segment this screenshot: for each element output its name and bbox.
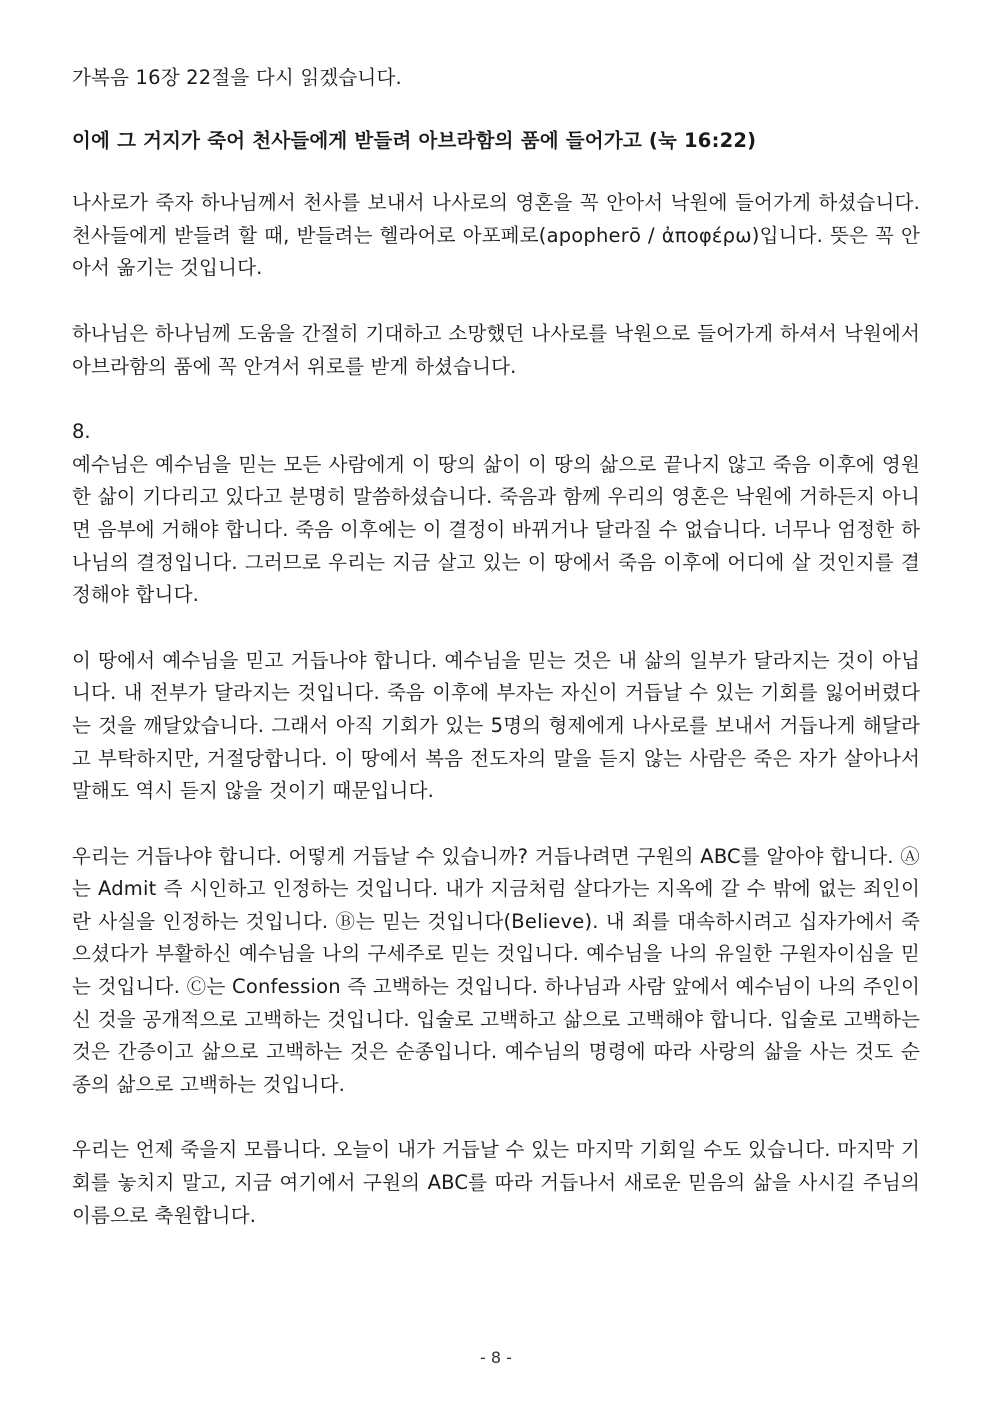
paragraph-lazarus-angels: 나사로가 죽자 하나님께서 천사를 보내서 나사로의 영혼을 꼭 안아서 낙원에 들어가게 하셨습니다. 천사들에게 받들려 할 때, 받들려는 헬라어로 아포페로(apopherō / ἀποφέρω)입니다. 뜻은 꼭 안아서 옮기는 것입니다. [72,191,920,280]
paragraph-eternal-life: 예수님은 예수님을 믿는 모든 사람에게 이 땅의 삶이 이 땅의 삶으로 끝나지 않고 죽음 이후에 영원한 삶이 기다리고 있다고 분명히 말씀하셨습니다. 죽음과 함께 우리의 영혼은 낙원에 거하든지 아니면 음부에 거해야 합니다. 죽음 이후에는 이 결정이 바뀌거나 달라질 수 없습니다. 너무나 엄정한 하나님의 결정입니다. 그러므로 우리는 지금 살고 있는 이 땅에서 죽음 이후에 어디에 살 것인지를 결정해야 합니다. [72,452,920,607]
paragraph-abc-of-salvation: 우리는 거듭나야 합니다. 어떻게 거듭날 수 있습니까? 거듭나려면 구원의 ABC를 알아야 합니다. Ⓐ는 Admit 즉 시인하고 인정하는 것입니다. 내가 지금처럼 살다가는 지옥에 갈 수 밖에 없는 죄인이란 사실을 인정하는 것입니다. Ⓑ는 믿는 것입니다(Believe). 내 죄를 대속하시려고 십자가에서 죽으셨다가 부활하신 예수님을 나의 구세주로 믿는 것입니다. 예수님을 나의 유일한 구원자이심을 믿는 것입니다. Ⓒ는 Confession 즉 고백하는 것입니다. 하나님과 사람 앞에서 예수님이 나의 주인이신 것을 공개적으로 고백하는 것입니다. 입술로 고백하고 삶으로 고백해야 합니다. 입술로 고백하는 것은 간증이고 삶으로 고백하는 것은 순종입니다. 예수님의 명령에 따라 사랑의 삶을 사는 것도 순종의 삶으로 고백하는 것입니다. [72,844,920,1096]
section-number: 8. [72,420,91,444]
document-body [72,62,920,1232]
paragraph-born-again: 이 땅에서 예수님을 믿고 거듭나야 합니다. 예수님을 믿는 것은 내 삶의 일부가 달라지는 것이 아닙니다. 내 전부가 달라지는 것입니다. 죽음 이후에 부자는 자신이 거듭날 수 있는 기회를 잃어버렸다는 것을 깨달았습니다. 그래서 아직 기회가 있는 5명의 형제에게 나사로를 보내서 거듭나게 해달라고 부탁하지만, 거절당합니다. 이 땅에서 복음 전도자의 말을 듣지 않는 사람은 죽은 자가 살아나서 말해도 역시 듣지 않을 것이기 때문입니다. [72,648,920,803]
page-number: - 8 - [480,1348,512,1367]
scripture-quote: 이에 그 거지가 죽어 천사들에게 받들려 아브라함의 품에 들어가고 (눅 16:22) [72,128,757,152]
paragraph-intro: 가복음 16장 22절을 다시 읽겠습니다. [72,66,402,89]
paragraph-paradise-comfort: 하나님은 하나님께 도움을 간절히 기대하고 소망했던 나사로를 낙원으로 들어가게 하셔서 낙원에서 아브라함의 품에 꼭 안겨서 위로를 받게 하셨습니다. [72,321,920,378]
paragraph-closing-blessing: 우리는 언제 죽을지 모릅니다. 오늘이 내가 거듭날 수 있는 마지막 기회일 수도 있습니다. 마지막 기회를 놓치지 말고, 지금 여기에서 구원의 ABC를 따라 거듭나서 새로운 믿음의 삶을 사시길 주님의 이름으로 축원합니다. [72,1138,920,1227]
